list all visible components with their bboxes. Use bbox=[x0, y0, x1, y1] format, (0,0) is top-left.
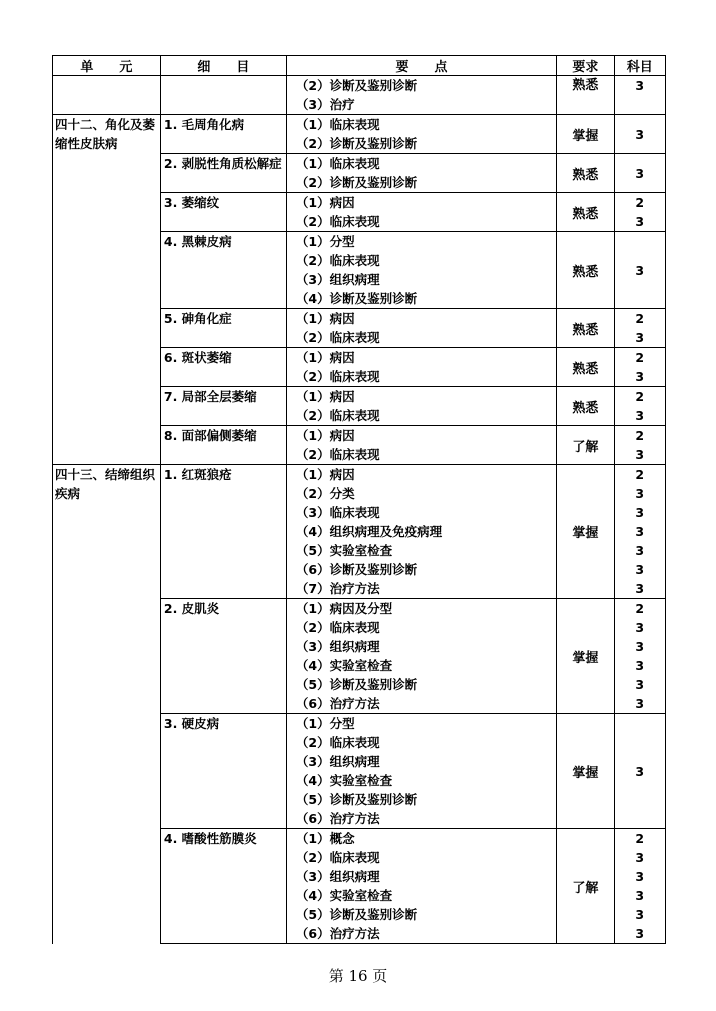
requirement-cell: 熟悉 bbox=[557, 76, 614, 115]
point-item: （1）病因 bbox=[295, 428, 355, 443]
point-item: （2）临床表现 bbox=[295, 850, 380, 865]
point-item: （1）病因 bbox=[295, 350, 355, 365]
subject-cell bbox=[614, 115, 665, 154]
point-item: （7）治疗方法 bbox=[295, 581, 380, 596]
header-points: 要 点 bbox=[286, 56, 556, 76]
subject-cell bbox=[614, 309, 665, 348]
points-cell bbox=[286, 154, 556, 193]
subject-value: 2 bbox=[635, 195, 645, 210]
item-cell: 5. 砷角化症 bbox=[160, 309, 286, 348]
item-cell: 2. 剥脱性角质松解症 bbox=[160, 154, 286, 193]
point-item: （1）分型 bbox=[295, 716, 355, 731]
subject-value: 3 bbox=[635, 696, 645, 711]
subject-cell bbox=[614, 829, 665, 944]
subject-value: 3 bbox=[635, 543, 645, 558]
requirement-cell: 熟悉 bbox=[557, 154, 614, 193]
header-subject: 科目 bbox=[614, 56, 665, 76]
item-cell bbox=[160, 76, 286, 115]
subject-value: 3 bbox=[635, 763, 645, 779]
subject-value: 3 bbox=[635, 262, 645, 278]
subject-cell bbox=[614, 426, 665, 465]
subject-cell bbox=[614, 387, 665, 426]
subject-value: 3 bbox=[635, 524, 645, 539]
subject-value: 3 bbox=[635, 562, 645, 577]
point-item: （4）组织病理及免疫病理 bbox=[295, 524, 443, 539]
subject-cell bbox=[614, 599, 665, 714]
point-item: （2）临床表现 bbox=[295, 214, 380, 229]
unit-cell: 四十二、角化及萎缩性皮肤病 bbox=[53, 115, 161, 465]
point-item: （1）病因 bbox=[295, 311, 355, 326]
point-item: （1）病因 bbox=[295, 467, 355, 482]
point-item: （2）临床表现 bbox=[295, 330, 380, 345]
points-cell bbox=[286, 348, 556, 387]
subject-value: 3 bbox=[635, 658, 645, 673]
point-item: （4）实验室检查 bbox=[295, 888, 393, 903]
point-item: （6）治疗方法 bbox=[295, 811, 380, 826]
requirement-cell: 熟悉 bbox=[557, 193, 614, 232]
subject-value: 3 bbox=[635, 486, 645, 501]
subject-value: 2 bbox=[635, 350, 645, 365]
point-item: （2）分类 bbox=[295, 486, 355, 501]
point-item: （2）临床表现 bbox=[295, 447, 380, 462]
point-item: （1）概念 bbox=[295, 831, 355, 846]
table-row bbox=[53, 76, 666, 115]
subject-value: 3 bbox=[635, 214, 645, 229]
points-cell bbox=[286, 309, 556, 348]
points-cell bbox=[286, 829, 556, 944]
point-item: （1）临床表现 bbox=[295, 156, 380, 171]
subject-value: 3 bbox=[635, 620, 645, 635]
unit-cell bbox=[53, 76, 161, 115]
subject-value: 2 bbox=[635, 428, 645, 443]
points-cell bbox=[286, 76, 556, 115]
subject-cell bbox=[614, 193, 665, 232]
requirement-cell: 熟悉 bbox=[557, 387, 614, 426]
subject-value: 3 bbox=[635, 447, 645, 462]
requirement-cell: 掌握 bbox=[557, 115, 614, 154]
subject-cell bbox=[614, 232, 665, 309]
syllabus-table bbox=[52, 55, 666, 944]
item-cell: 3. 萎缩纹 bbox=[160, 193, 286, 232]
item-cell: 4. 黑棘皮病 bbox=[160, 232, 286, 309]
header-unit: 单 元 bbox=[53, 56, 161, 76]
subject-value: 2 bbox=[635, 831, 645, 846]
point-item: （4）诊断及鉴别诊断 bbox=[295, 291, 418, 306]
requirement-cell: 熟悉 bbox=[557, 232, 614, 309]
subject-value: 2 bbox=[635, 311, 645, 326]
item-cell: 1. 红斑狼疮 bbox=[160, 465, 286, 599]
subject-cell bbox=[614, 465, 665, 599]
point-item: （2）临床表现 bbox=[295, 735, 380, 750]
item-cell: 4. 嗜酸性筋膜炎 bbox=[160, 829, 286, 944]
point-item: （6）治疗方法 bbox=[295, 926, 380, 941]
point-item: （4）实验室检查 bbox=[295, 658, 393, 673]
requirement-cell: 掌握 bbox=[557, 714, 614, 829]
point-item: （5）诊断及鉴别诊断 bbox=[295, 677, 418, 692]
point-item: （4）实验室检查 bbox=[295, 773, 393, 788]
subject-value: 3 bbox=[635, 581, 645, 596]
item-cell: 3. 硬皮病 bbox=[160, 714, 286, 829]
subject-value: 3 bbox=[635, 850, 645, 865]
point-item: （2）诊断及鉴别诊断 bbox=[295, 78, 418, 93]
unit-cell: 四十三、结缔组织疾病 bbox=[53, 465, 161, 944]
subject-value: 2 bbox=[635, 601, 645, 616]
points-cell bbox=[286, 193, 556, 232]
subject-value: 3 bbox=[635, 907, 645, 922]
item-cell: 8. 面部偏侧萎缩 bbox=[160, 426, 286, 465]
subject-value: 3 bbox=[635, 165, 645, 181]
requirement-cell: 了解 bbox=[557, 829, 614, 944]
item-cell: 7. 局部全层萎缩 bbox=[160, 387, 286, 426]
points-cell bbox=[286, 599, 556, 714]
table-row bbox=[53, 115, 666, 154]
point-item: （6）诊断及鉴别诊断 bbox=[295, 562, 418, 577]
point-item: （1）病因及分型 bbox=[295, 601, 393, 616]
subject-value: 3 bbox=[635, 888, 645, 903]
subject-value: 3 bbox=[635, 677, 645, 692]
requirement-cell: 掌握 bbox=[557, 599, 614, 714]
subject-cell bbox=[614, 154, 665, 193]
point-item: （2）临床表现 bbox=[295, 620, 380, 635]
header-item: 细 目 bbox=[160, 56, 286, 76]
subject-value: 3 bbox=[635, 869, 645, 884]
subject-cell bbox=[614, 714, 665, 829]
subject-value: 3 bbox=[635, 78, 645, 93]
header-row bbox=[53, 56, 666, 76]
point-item: （3）组织病理 bbox=[295, 272, 380, 287]
requirement-cell: 掌握 bbox=[557, 465, 614, 599]
points-cell bbox=[286, 387, 556, 426]
point-item: （1）临床表现 bbox=[295, 117, 380, 132]
requirement-cell: 了解 bbox=[557, 426, 614, 465]
requirement-cell: 熟悉 bbox=[557, 348, 614, 387]
point-item: （2）临床表现 bbox=[295, 253, 380, 268]
subject-value: 3 bbox=[635, 126, 645, 142]
point-item: （2）诊断及鉴别诊断 bbox=[295, 136, 418, 151]
point-item: （3）组织病理 bbox=[295, 869, 380, 884]
subject-value: 3 bbox=[635, 639, 645, 654]
subject-value: 3 bbox=[635, 926, 645, 941]
point-item: （2）临床表现 bbox=[295, 369, 380, 384]
subject-value: 3 bbox=[635, 505, 645, 520]
subject-value: 2 bbox=[635, 467, 645, 482]
point-item: （3）组织病理 bbox=[295, 639, 380, 654]
subject-value: 3 bbox=[635, 408, 645, 423]
subject-value: 3 bbox=[635, 330, 645, 345]
point-item: （2）临床表现 bbox=[295, 408, 380, 423]
points-cell bbox=[286, 115, 556, 154]
subject-cell bbox=[614, 76, 665, 115]
points-cell bbox=[286, 465, 556, 599]
point-item: （1）分型 bbox=[295, 234, 355, 249]
point-item: （2）诊断及鉴别诊断 bbox=[295, 175, 418, 190]
point-item: （3）治疗 bbox=[295, 97, 355, 112]
points-cell bbox=[286, 232, 556, 309]
syllabus-sheet bbox=[52, 55, 666, 944]
header-req: 要求 bbox=[557, 56, 614, 76]
item-cell: 6. 斑状萎缩 bbox=[160, 348, 286, 387]
point-item: （5）诊断及鉴别诊断 bbox=[295, 792, 418, 807]
point-item: （5）诊断及鉴别诊断 bbox=[295, 907, 418, 922]
point-item: （1）病因 bbox=[295, 195, 355, 210]
point-item: （1）病因 bbox=[295, 389, 355, 404]
point-item: （6）治疗方法 bbox=[295, 696, 380, 711]
item-cell: 1. 毛周角化病 bbox=[160, 115, 286, 154]
requirement-cell: 熟悉 bbox=[557, 309, 614, 348]
page-number: 第 16 页 bbox=[328, 967, 388, 985]
table-row bbox=[53, 465, 666, 599]
point-item: （5）实验室检查 bbox=[295, 543, 393, 558]
subject-value: 2 bbox=[635, 389, 645, 404]
point-item: （3）临床表现 bbox=[295, 505, 380, 520]
point-item: （3）组织病理 bbox=[295, 754, 380, 769]
points-cell bbox=[286, 714, 556, 829]
subject-cell bbox=[614, 348, 665, 387]
item-cell: 2. 皮肌炎 bbox=[160, 599, 286, 714]
subject-value: 3 bbox=[635, 369, 645, 384]
table-body bbox=[53, 76, 666, 944]
points-cell bbox=[286, 426, 556, 465]
